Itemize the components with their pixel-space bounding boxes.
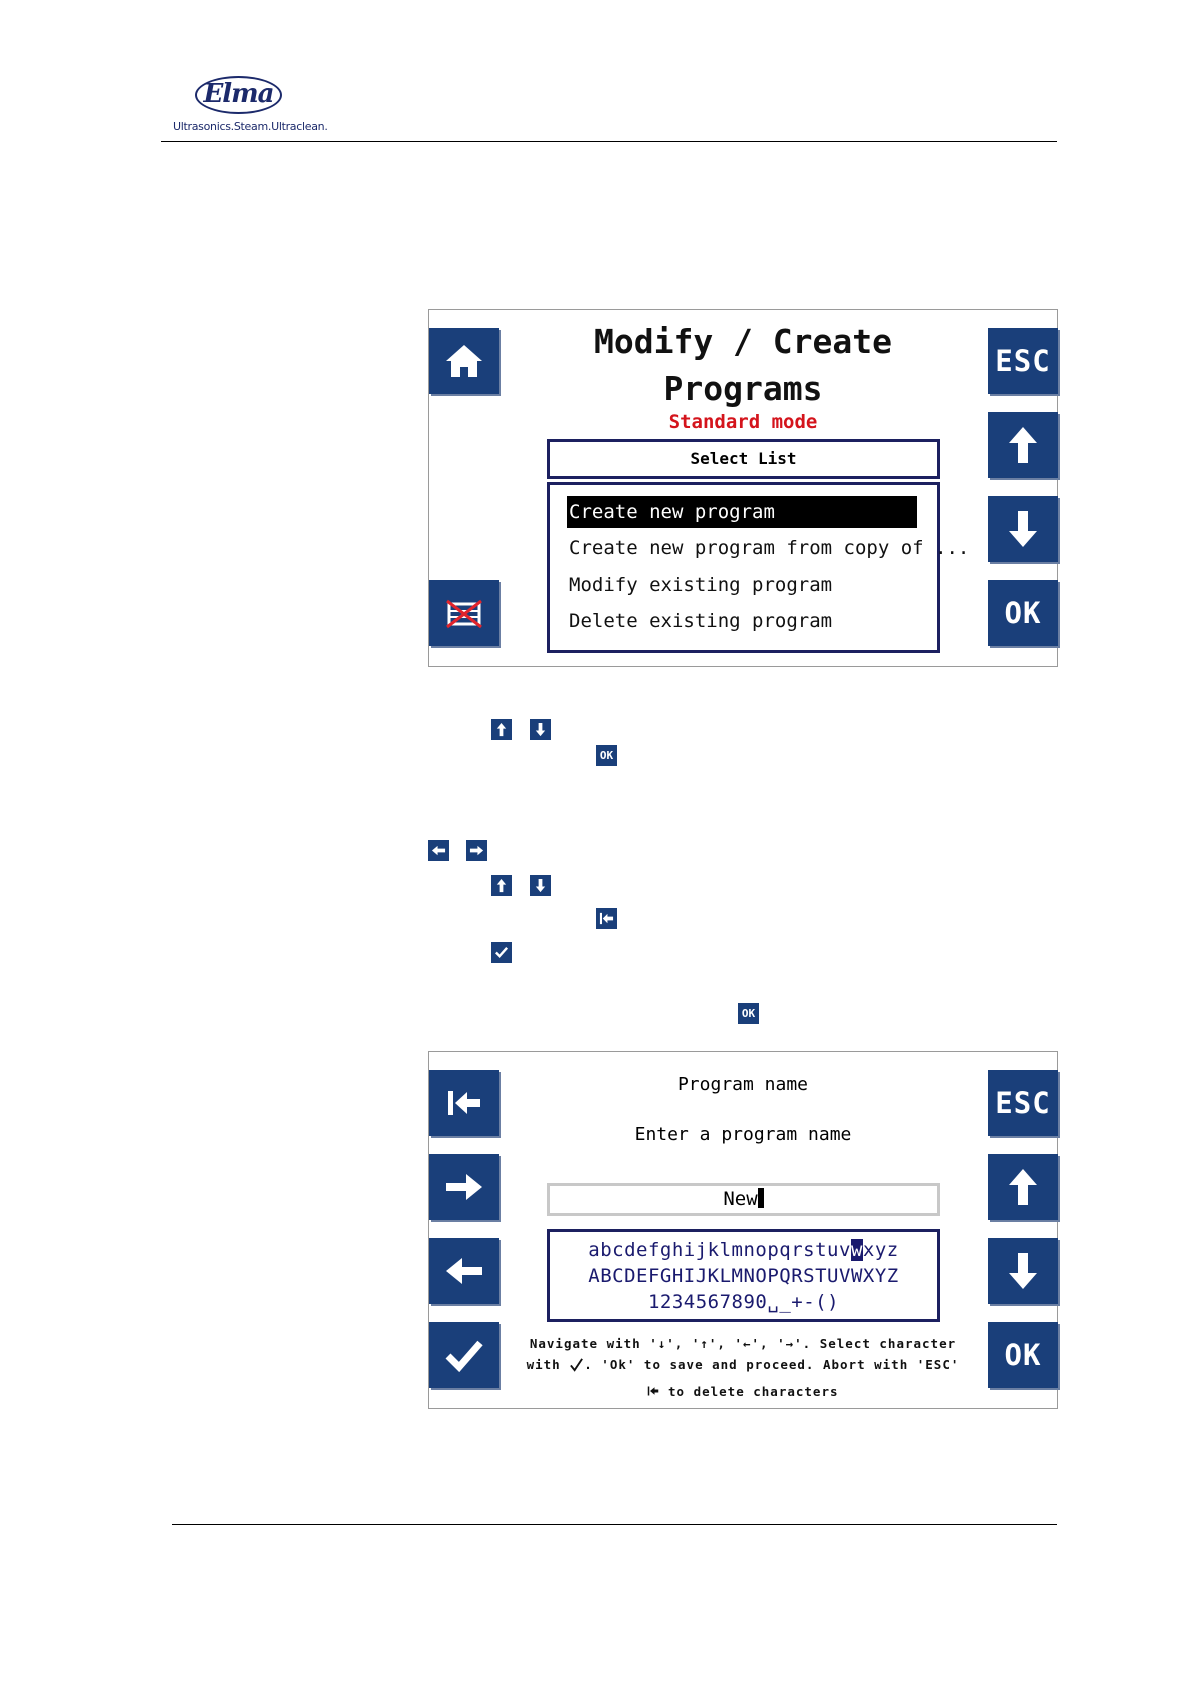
menu-item-delete-existing[interactable]: Delete existing program (569, 610, 833, 632)
backspace-icon (596, 908, 617, 929)
logo-tagline: Ultrasonics.Steam.Ultraclean. (173, 120, 328, 133)
arrow-down-icon (1001, 1249, 1045, 1293)
keyboard-row-lowercase[interactable] (550, 1239, 937, 1261)
menu-item-create-from-copy[interactable]: Create new program from copy of ... (569, 537, 970, 559)
mode-label: Standard mode (668, 411, 818, 433)
program-name-subtitle: Enter a program name (634, 1124, 852, 1145)
ok-icon (738, 1003, 759, 1024)
program-name-value: New (723, 1188, 758, 1210)
select-character-button[interactable] (429, 1322, 499, 1388)
esc-label: ESC (995, 344, 1051, 378)
menu-item-create-new[interactable]: Create new program (567, 496, 917, 528)
checkmark-icon (491, 942, 512, 963)
esc-label: ESC (995, 1086, 1051, 1120)
elma-logo (195, 76, 282, 114)
arrow-down-icon (1001, 507, 1045, 551)
help-text-line2 (429, 1357, 1057, 1372)
text-cursor (758, 1188, 764, 1208)
screen-title-line1: Modify / Create (593, 322, 892, 361)
help-text-line3-text: to delete characters (668, 1384, 839, 1399)
selected-character[interactable]: w (850, 1239, 863, 1261)
keyboard-row-digits[interactable]: 1234567890␣_+-() (647, 1291, 840, 1313)
arrow-down-button[interactable] (988, 1238, 1058, 1304)
modify-create-programs-screen (428, 309, 1058, 667)
character-keyboard[interactable] (547, 1229, 940, 1322)
help-text-line1: Navigate with '↓', '↑', '←', '→'. Select character (529, 1336, 957, 1351)
arrow-right-button[interactable] (429, 1154, 499, 1220)
backspace-icon (647, 1385, 659, 1397)
ok-button[interactable] (988, 580, 1058, 646)
arrow-left-icon (442, 1249, 486, 1293)
no-basket-button[interactable] (429, 580, 499, 646)
checkmark-icon (569, 1357, 584, 1372)
menu-item-modify-existing[interactable]: Modify existing program (569, 574, 833, 596)
screen-title-line2: Programs (663, 369, 823, 408)
arrow-up-icon (491, 875, 512, 896)
program-name-input[interactable] (547, 1183, 940, 1216)
arrow-down-icon (530, 875, 551, 896)
ok-icon (596, 745, 617, 766)
ok-label: OK (1004, 1338, 1042, 1372)
arrow-up-icon (1001, 1165, 1045, 1209)
keyboard-row1-before: abcdefghijklmnopqrstuv (588, 1239, 851, 1261)
select-list-title: Select List (690, 449, 797, 468)
help-text-line2b: . 'Ok' to save and proceed. Abort with 'ESC' (584, 1357, 960, 1372)
help-text-line3 (429, 1384, 1057, 1399)
program-name-title: Program name (677, 1074, 809, 1095)
arrow-up-icon (491, 719, 512, 740)
arrow-right-icon (442, 1165, 486, 1209)
logo-text: Elma (203, 79, 274, 109)
header-divider (161, 141, 1057, 142)
no-basket-icon (442, 591, 486, 635)
keyboard-row1-after: xyz (862, 1239, 899, 1261)
arrow-left-button[interactable] (429, 1238, 499, 1304)
keyboard-row-uppercase[interactable]: ABCDEFGHIJKLMNOPQRSTUVWXYZ (588, 1265, 899, 1287)
footer-divider (172, 1524, 1057, 1525)
arrow-left-icon (428, 840, 449, 861)
arrow-right-icon (466, 840, 487, 861)
program-menu (547, 482, 970, 653)
ok-icon-label: OK (741, 1007, 756, 1020)
program-name-screen (428, 1051, 1058, 1409)
select-list-header (547, 439, 940, 479)
ok-label: OK (1004, 596, 1042, 630)
arrow-up-button[interactable] (988, 1154, 1058, 1220)
arrow-down-icon (530, 719, 551, 740)
ok-icon-label: OK (599, 749, 614, 762)
ok-button[interactable] (988, 1322, 1058, 1388)
help-text-line2a: with (526, 1357, 561, 1372)
arrow-down-button[interactable] (988, 496, 1058, 562)
